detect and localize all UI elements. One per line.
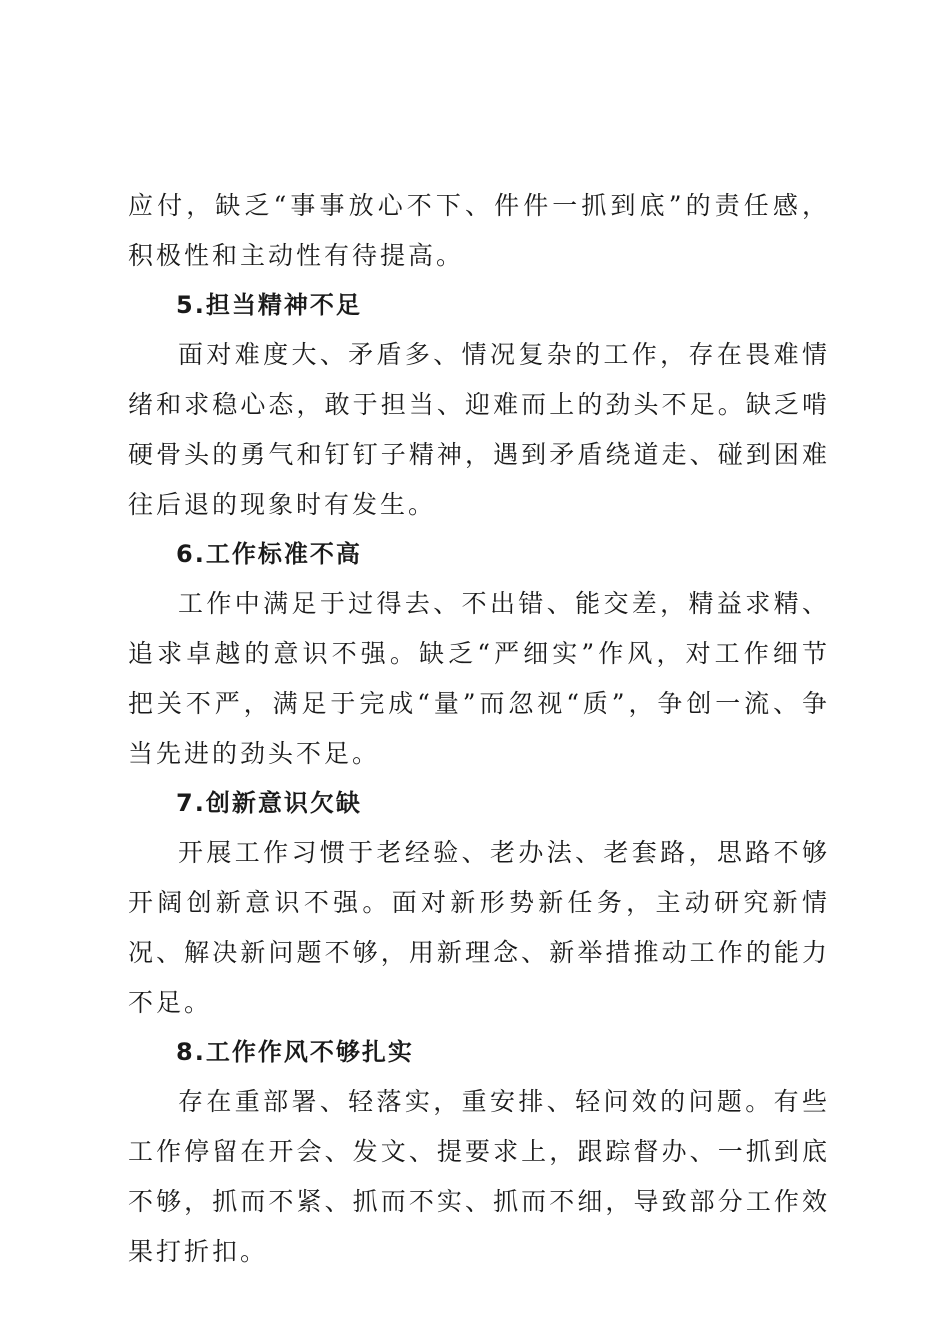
paragraph-5: 面对难度大、矛盾多、情况复杂的工作，存在畏难情绪和求稳心态，敢于担当、迎难而上的劲头不足。缺乏啃硬骨头的勇气和钉钉子精神，遇到矛盾绕道走、碰到困难往后退的现象时有发生。 [128,340,830,519]
section-heading-5: 5.担当精神不足 [176,290,362,319]
paragraph-7: 开展工作习惯于老经验、老办法、老套路，思路不够开阔创新意识不强。面对新形势新任务，主动研究新情况、解决新问题不够，用新理念、新举措推动工作的能力不足。 [128,838,830,1017]
paragraph-6: 工作中满足于过得去、不出错、能交差，精益求精、追求卓越的意识不强。缺乏“严细实”作风，对工作细节把关不严，满足于完成“量”而忽视“质”，争创一流、争当先进的劲头不足。 [128,589,830,768]
section-heading-6: 6.工作标准不高 [176,539,362,568]
section-heading-7: 7.创新意识欠缺 [176,788,362,817]
paragraph-continued: 应付，缺乏“事事放心不下、件件一抓到底”的责任感，积极性和主动性有待提高。 [128,191,830,270]
section-heading-8: 8.工作作风不够扎实 [176,1037,414,1066]
paragraph-8: 存在重部署、轻落实，重安排、轻问效的问题。有些工作停留在开会、发文、提要求上，跟踪督办、一抓到底不够，抓而不紧、抓而不实、抓而不细，导致部分工作效果打折扣。 [128,1087,830,1266]
document-body [128,181,830,1277]
